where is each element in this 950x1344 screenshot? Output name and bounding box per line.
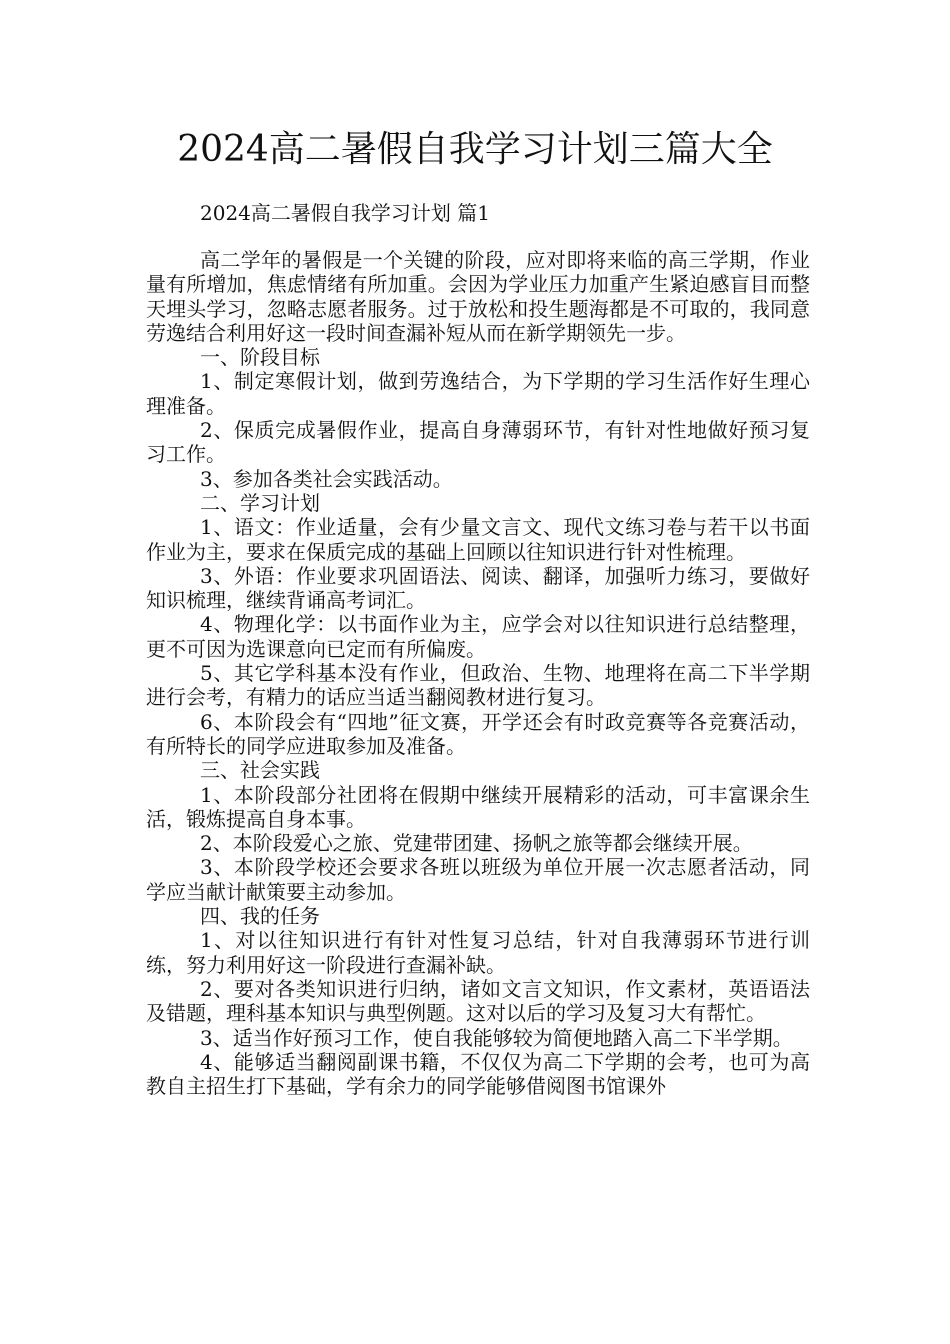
heading-study-plan: 二、学习计划: [200, 490, 320, 515]
intro-paragraph: 高二学年的暑假是一个关键的阶段，应对即将来临的高三学期，作业量有所增加，焦虑情绪有所加重。会因为学业压力加重产生紧迫感盲目而整天埋头学习，忽略志愿者服务。过于放松和投生题海都是不可取的，我同意劳逸结合利用好这一段时间查漏补短从而在新学期领先一步。: [146, 248, 810, 345]
paragraph: 3、外语：作业要求巩固语法、阅读、翻译，加强听力练习，要做好知识梳理，继续背诵高考词汇。: [146, 563, 810, 613]
paragraph: 1、本阶段部分社团将在假期中继续开展精彩的活动，可丰富课余生活，锻炼提高自身本事。: [146, 782, 810, 831]
paragraph: 4、能够适当翻阅副课书籍，不仅仅为高二下学期的会考，也可为高教自主招生打下基础，学有余力的同学能够借阅图书馆课外: [146, 1049, 810, 1099]
paragraph: 4、物理化学：以书面作业为主，应学会对以往知识进行总结整理，更不可因为选课意向已定而有所偏废。: [146, 612, 810, 661]
heading-social-practice: 三、社会实践: [200, 758, 320, 783]
paragraph: 1、语文：作业适量，会有少量文言文、现代文练习卷与若干以书面作业为主，要求在保质完成的基础上回顾以往知识进行针对性梳理。: [146, 515, 810, 564]
document-title: 2024高二暑假自我学习计划三篇大全: [177, 129, 773, 170]
paragraph: 6、本阶段会有“四地”征文赛，开学还会有时政竞赛等各竞赛活动，有所特长的同学应进取参加及准备。: [146, 709, 810, 758]
paragraph: 1、对以往知识进行有针对性复习总结，针对自我薄弱环节进行训练，努力利用好这一阶段进行查漏补缺。: [146, 928, 810, 977]
paragraph: 5、其它学科基本没有作业，但政治、生物、地理将在高二下半学期进行会考，有精力的话应当适当翻阅教材进行复习。: [146, 661, 810, 710]
paragraph: 3、本阶段学校还会要求各班以班级为单位开展一次志愿者活动，同学应当献计献策要主动参加。: [146, 855, 810, 904]
paragraph: 3、适当作好预习工作，使自我能够较为简便地踏入高二下半学期。: [200, 1025, 793, 1050]
heading-my-tasks: 四、我的任务: [200, 904, 320, 929]
paragraph: 2、保质完成暑假作业，提高自身薄弱环节，有针对性地做好预习复习工作。: [146, 418, 810, 467]
paragraph: 1、制定寒假计划，做到劳逸结合，为下学期的学习生活作好生理心理准备。: [146, 369, 810, 418]
section-heading: 2024高二暑假自我学习计划 篇1: [200, 201, 490, 225]
document-body: [146, 248, 810, 1098]
heading-stage-goals: 一、阶段目标: [200, 345, 320, 370]
paragraph: 2、要对各类知识进行归纳，诸如文言文知识，作文素材，英语语法及错题，理科基本知识与典型例题。这对以后的学习及复习大有帮忙。: [146, 976, 810, 1026]
paragraph: 2、本阶段爱心之旅、党建带团建、扬帆之旅等都会继续开展。: [200, 831, 753, 856]
paragraph: 3、参加各类社会实践活动。: [200, 466, 453, 491]
